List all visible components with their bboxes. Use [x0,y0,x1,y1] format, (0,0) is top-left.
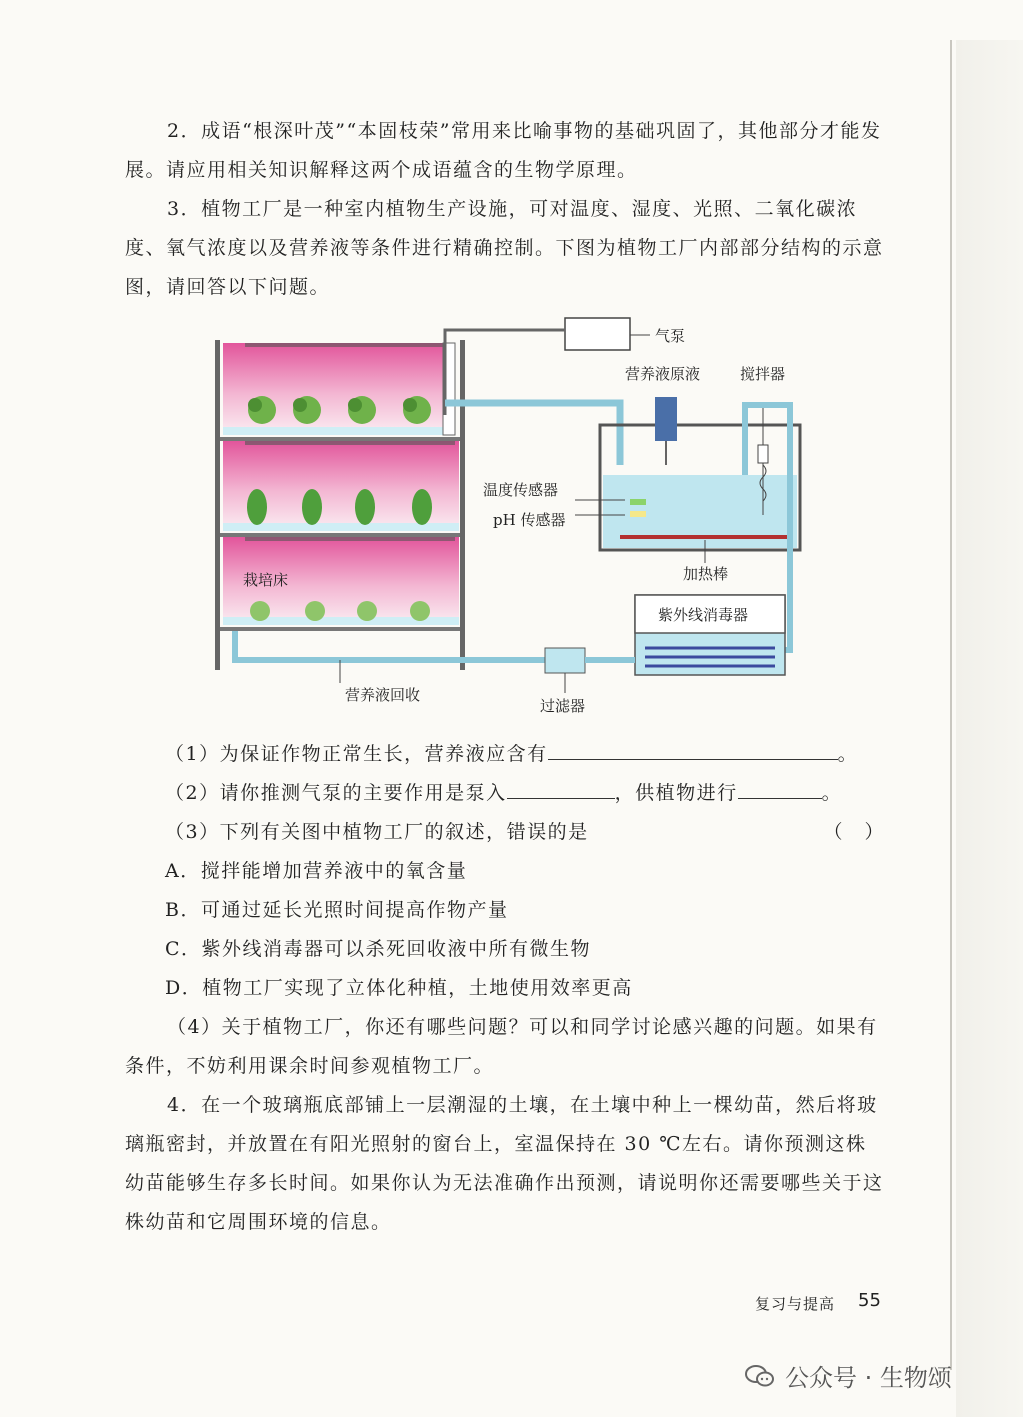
nutrient-stock-container [655,397,677,441]
heater-rod [620,535,790,539]
filter-box [545,648,585,673]
answer-blank-2b[interactable] [738,776,822,799]
option-a: A．搅拌能增加营养液中的氧含量 [165,860,468,882]
page-number: 55 [858,1290,881,1311]
label-uv-sterilizer: 紫外线消毒器 [658,606,749,624]
sub2-text-b: ，供植物进行 [614,782,738,804]
label-air-pump: 气泵 [655,327,686,345]
sub2-end: 。 [821,782,843,804]
sub-question-1 [165,735,885,774]
shelf-1 [223,343,455,435]
plant-factory-diagram [205,315,825,725]
label-nutrient-recovery: 营养液回收 [345,686,421,704]
sub-question-4: （4）关于植物工厂，你还有哪些问题？可以和同学讨论感兴趣的问题。如果有条件，不妨利用课余时间参观植物工厂。 [125,1016,878,1077]
label-temp-sensor: 温度传感器 [483,481,559,499]
page-edge-line [950,40,952,1370]
chat-bubbles-icon [745,1364,775,1388]
section-title: 复习与提高 [755,1295,836,1313]
question-3-intro: 3．植物工厂是一种室内植物生产设施，可对温度、湿度、光照、二氧化碳浓度、氧气浓度以及营养液等条件进行精确控制。下图为植物工厂内部部分结构的示意图，请回答以下问题。 [125,198,884,298]
question-2: 2．成语“根深叶茂”“本固枝荣”常用来比喻事物的基础巩固了，其他部分才能发展。请应用相关知识解释这两个成语蕴含的生物学原理。 [125,120,882,181]
label-ph-sensor: pH 传感器 [493,511,566,529]
nutrient-tank [600,397,800,550]
shelf-2 [223,441,459,531]
sub1-text: （1）为保证作物正常生长，营养液应含有 [165,743,548,765]
label-cultivation-bed: 栽培床 [243,571,289,589]
sub1-end: 。 [837,743,859,765]
watermark [745,1358,952,1393]
question-4: 4．在一个玻璃瓶底部铺上一层潮湿的土壤，在土壤中种上一棵幼苗，然后将玻璃瓶密封，并放置在有阳光照射的窗台上，室温保持在 30 ℃左右。请你预测这株幼苗能够生存多长时间。如果你认为无法准确作出预测，请说明你还需要哪些关于这株幼苗和它周围环境的信息。 [125,1094,884,1233]
sub-question-3 [165,813,885,852]
option-c: C．紫外线消毒器可以杀死回收液中所有微生物 [165,938,592,960]
watermark-text: 公众号 · 生物颂 [785,1364,952,1392]
answer-blank-2a[interactable] [507,776,615,799]
sub-question-2 [165,774,885,813]
label-heater: 加热棒 [683,565,729,583]
label-nutrient-stock: 营养液原液 [625,365,701,383]
label-filter: 过滤器 [540,697,586,715]
option-d: D．植物工厂实现了立体化种植，土地使用效率更高 [165,977,633,999]
answer-paren[interactable]: （ ） [823,821,885,843]
label-stirrer: 搅拌器 [740,365,786,383]
option-b: B．可通过延长光照时间提高作物产量 [165,899,509,921]
page-margin [956,40,1023,1417]
sub2-text-a: （2）请你推测气泵的主要作用是泵入 [165,782,507,804]
air-pump [565,318,630,350]
answer-blank-1[interactable] [548,737,838,760]
sub3-text: （3）下列有关图中植物工厂的叙述，错误的是 [165,821,589,843]
